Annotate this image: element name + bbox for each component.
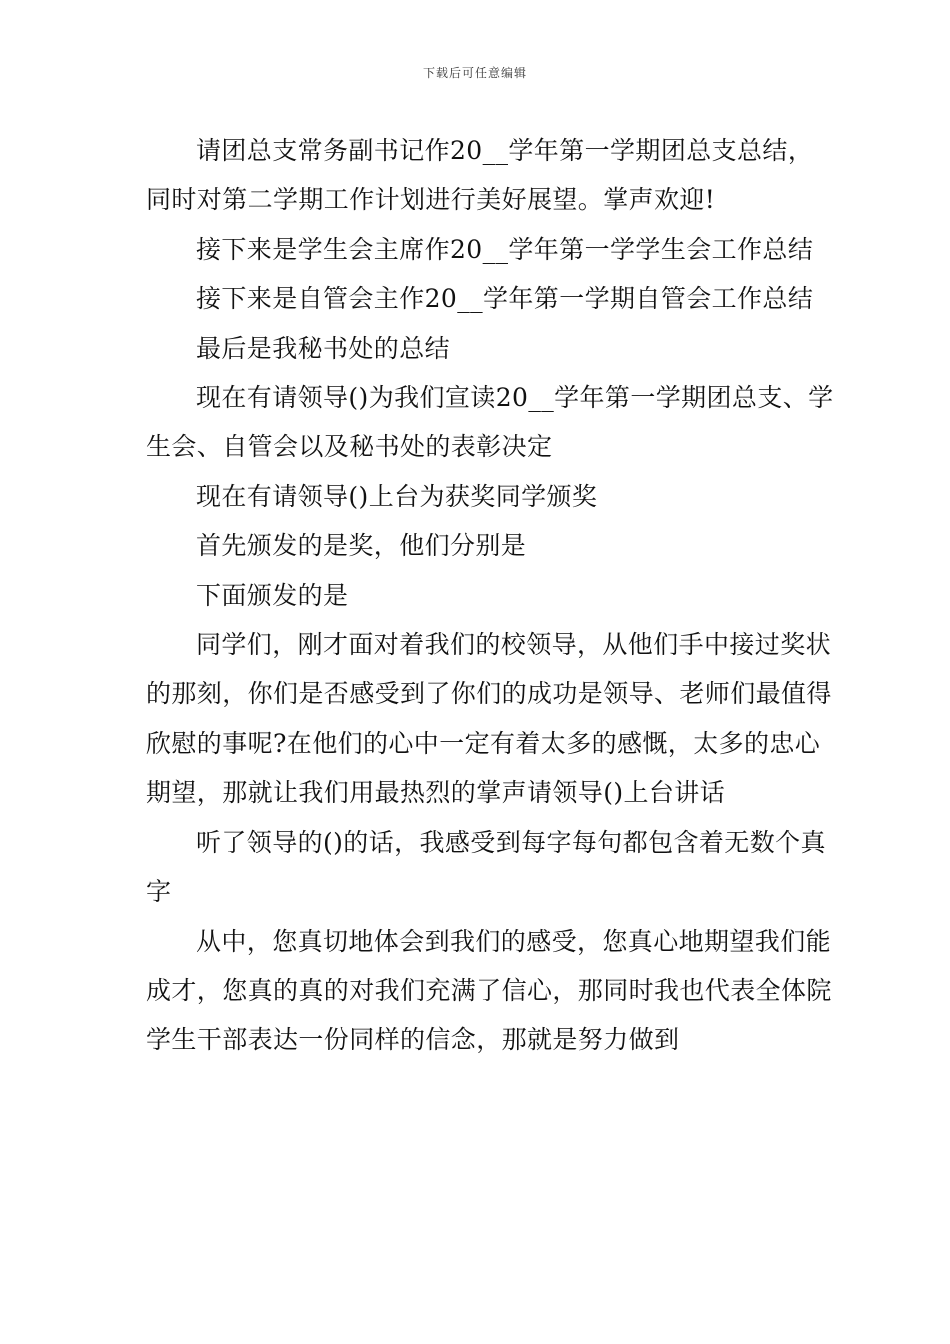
- paragraph: 从中，您真切地体会到我们的感受，您真心地期望我们能成才，您真的真的对我们充满了信心，那同时我也代表全体院学生干部表达一份同样的信念，那就是努力做到: [146, 926, 832, 1055]
- paragraph: 接下来是自管会主作20__学年第一学期自管会工作总结: [196, 284, 814, 314]
- paragraph: 最后是我秘书处的总结: [196, 333, 451, 363]
- paragraph: 下面颁发的是: [196, 580, 349, 610]
- document-body: [146, 126, 836, 1065]
- paragraph: 请团总支常务副书记作20__学年第一学期团总支总结，同时对第二学期工作计划进行美好展望。掌声欢迎!: [146, 136, 814, 215]
- paragraph: 同学们，刚才面对着我们的校领导，从他们手中接过奖状的那刻，你们是否感受到了你们的成功是领导、老师们最值得欣慰的事呢?在他们的心中一定有着太多的感慨，太多的忠心期望，那就让我们用最热烈的掌声请领导()上台讲话: [146, 630, 832, 808]
- paragraph: 首先颁发的是奖，他们分别是: [196, 531, 527, 561]
- header-note: 下载后可任意编辑: [422, 66, 527, 80]
- paragraph: 现在有请领导()上台为获奖同学颁奖: [196, 481, 598, 511]
- paragraph: 听了领导的()的话，我感受到每字每句都包含着无数个真字: [146, 827, 826, 907]
- paragraph: 接下来是学生会主席作20__学年第一学学生会工作总结: [196, 234, 814, 264]
- paragraph: 现在有请领导()为我们宣读20__学年第一学期团总支、学生会、自管会以及秘书处的表彰决定: [146, 383, 834, 462]
